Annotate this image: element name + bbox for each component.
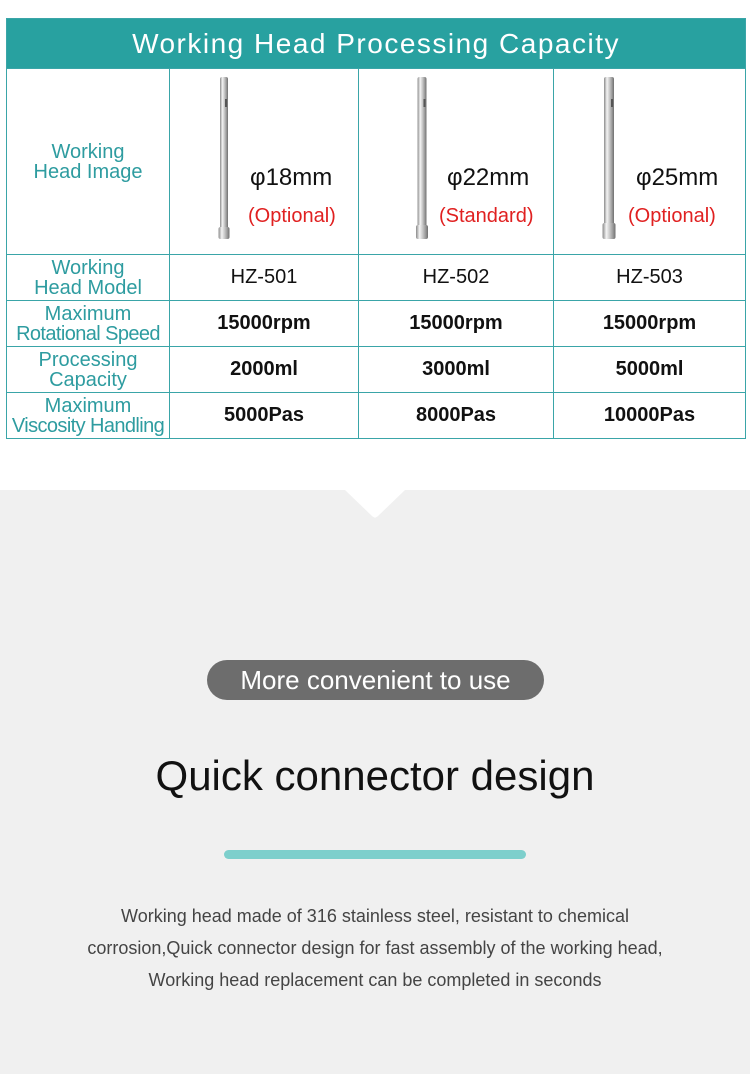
spec-table [6,18,746,439]
head-image-cell [359,69,554,255]
accent-divider [224,850,526,859]
table-cell: 10000Pas [554,393,746,439]
row-label-speed: Maximum Rotational Speed [7,301,170,347]
table-title: Working Head Processing Capacity [7,19,746,69]
head-image-cell [554,69,746,255]
table-cell: HZ-501 [170,255,359,301]
table-row [7,69,746,255]
feature-badge: More convenient to use [207,660,544,700]
table-cell: 15000rpm [554,301,746,347]
table-cell: 5000ml [554,347,746,393]
working-head-image [415,77,429,243]
head-tag-label: (Optional) [628,205,716,227]
table-row [7,347,746,393]
table-cell: HZ-502 [359,255,554,301]
table-cell: 15000rpm [170,301,359,347]
table-row [7,393,746,439]
working-head-image [602,77,616,243]
table-cell: 5000Pas [170,393,359,439]
feature-description: Working head made of 316 stainless steel, resistant to chemical corrosion,Quick connector design for fast assembly of the working head, Working head replacement can be completed in seconds [87,906,663,990]
table-row [7,255,746,301]
table-cell: 15000rpm [359,301,554,347]
head-size-label: φ22mm [447,164,530,191]
row-label-head-image: Working Head Image [7,69,170,255]
head-size-label: φ25mm [636,164,719,191]
table-row [7,301,746,347]
section-divider-notch [0,490,750,520]
row-label-model: Working Head Model [7,255,170,301]
table-cell: 8000Pas [359,393,554,439]
table-cell: 3000ml [359,347,554,393]
head-image-cell [170,69,359,255]
head-size-label: φ18mm [250,164,333,191]
working-head-image [217,77,231,243]
table-cell: 2000ml [170,347,359,393]
feature-heading: Quick connector design [155,752,595,799]
row-label-viscosity: Maximum Viscosity Handling [7,393,170,439]
head-tag-label: (Optional) [248,205,336,227]
row-label-capacity: Processing Capacity [7,347,170,393]
table-cell: HZ-503 [554,255,746,301]
head-tag-label: (Standard) [439,205,534,227]
